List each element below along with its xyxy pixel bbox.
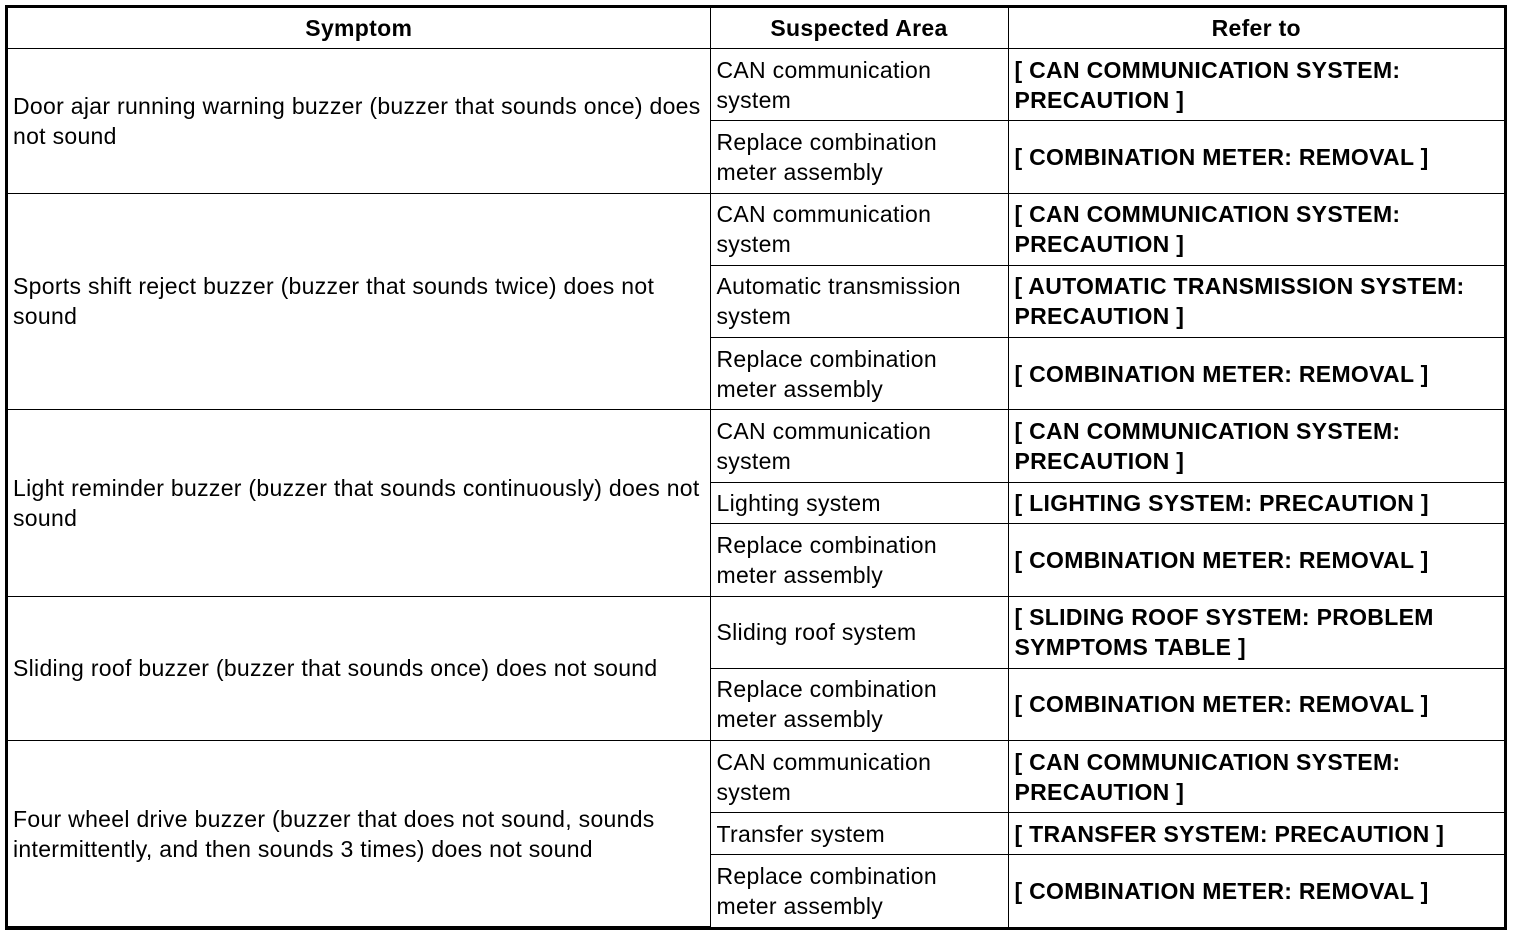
refer-to-link[interactable]: [ LIGHTING SYSTEM: PRECAUTION ] — [1008, 482, 1504, 524]
header-row — [8, 8, 1504, 49]
header-symptom: Symptom — [8, 8, 710, 49]
refer-to-link[interactable]: [ CAN COMMUNICATION SYSTEM: PRECAUTION ] — [1008, 49, 1504, 121]
refer-to-link[interactable]: [ COMBINATION METER: REMOVAL ] — [1008, 338, 1504, 410]
refer-to-link[interactable]: [ COMBINATION METER: REMOVAL ] — [1008, 668, 1504, 740]
suspected-area-cell: Lighting system — [710, 482, 1008, 524]
symptom-cell: Sports shift reject buzzer (buzzer that sounds twice) does not sound — [8, 193, 710, 410]
suspected-area-cell: Sliding roof system — [710, 596, 1008, 668]
symptom-cell: Door ajar running warning buzzer (buzzer that sounds once) does not sound — [8, 49, 710, 194]
symptom-cell: Light reminder buzzer (buzzer that sounds continuously) does not sound — [8, 410, 710, 596]
refer-to-link[interactable]: [ CAN COMMUNICATION SYSTEM: PRECAUTION ] — [1008, 410, 1504, 482]
suspected-area-cell: Replace combination meter assembly — [710, 121, 1008, 193]
suspected-area-cell: CAN communication system — [710, 193, 1008, 265]
refer-to-link[interactable]: [ SLIDING ROOF SYSTEM: PROBLEM SYMPTOMS TABLE ] — [1008, 596, 1504, 668]
refer-to-link[interactable]: [ CAN COMMUNICATION SYSTEM: PRECAUTION ] — [1008, 193, 1504, 265]
refer-to-link[interactable]: [ TRANSFER SYSTEM: PRECAUTION ] — [1008, 813, 1504, 855]
header-refer-to: Refer to — [1008, 8, 1504, 49]
suspected-area-cell: Automatic transmission system — [710, 265, 1008, 337]
refer-to-link[interactable]: [ CAN COMMUNICATION SYSTEM: PRECAUTION ] — [1008, 741, 1504, 813]
symptom-cell: Sliding roof buzzer (buzzer that sounds once) does not sound — [8, 596, 710, 741]
suspected-area-cell: Replace combination meter assembly — [710, 338, 1008, 410]
symptom-cell: Four wheel drive buzzer (buzzer that does not sound, sounds intermittently, and then sounds 3 times) does not sound — [8, 741, 710, 927]
symptom-table — [8, 8, 1504, 927]
table-row — [8, 741, 1504, 813]
table-row — [8, 49, 1504, 121]
suspected-area-cell: Replace combination meter assembly — [710, 855, 1008, 927]
symptom-table-frame — [5, 5, 1507, 930]
header-suspected-area: Suspected Area — [710, 8, 1008, 49]
suspected-area-cell: Transfer system — [710, 813, 1008, 855]
suspected-area-cell: CAN communication system — [710, 49, 1008, 121]
suspected-area-cell: Replace combination meter assembly — [710, 524, 1008, 596]
refer-to-link[interactable]: [ COMBINATION METER: REMOVAL ] — [1008, 121, 1504, 193]
table-row — [8, 596, 1504, 668]
suspected-area-cell: CAN communication system — [710, 410, 1008, 482]
suspected-area-cell: CAN communication system — [710, 741, 1008, 813]
refer-to-link[interactable]: [ COMBINATION METER: REMOVAL ] — [1008, 524, 1504, 596]
refer-to-link[interactable]: [ COMBINATION METER: REMOVAL ] — [1008, 855, 1504, 927]
suspected-area-cell: Replace combination meter assembly — [710, 668, 1008, 740]
table-row — [8, 193, 1504, 265]
table-row — [8, 410, 1504, 482]
refer-to-link[interactable]: [ AUTOMATIC TRANSMISSION SYSTEM: PRECAUTION ] — [1008, 265, 1504, 337]
